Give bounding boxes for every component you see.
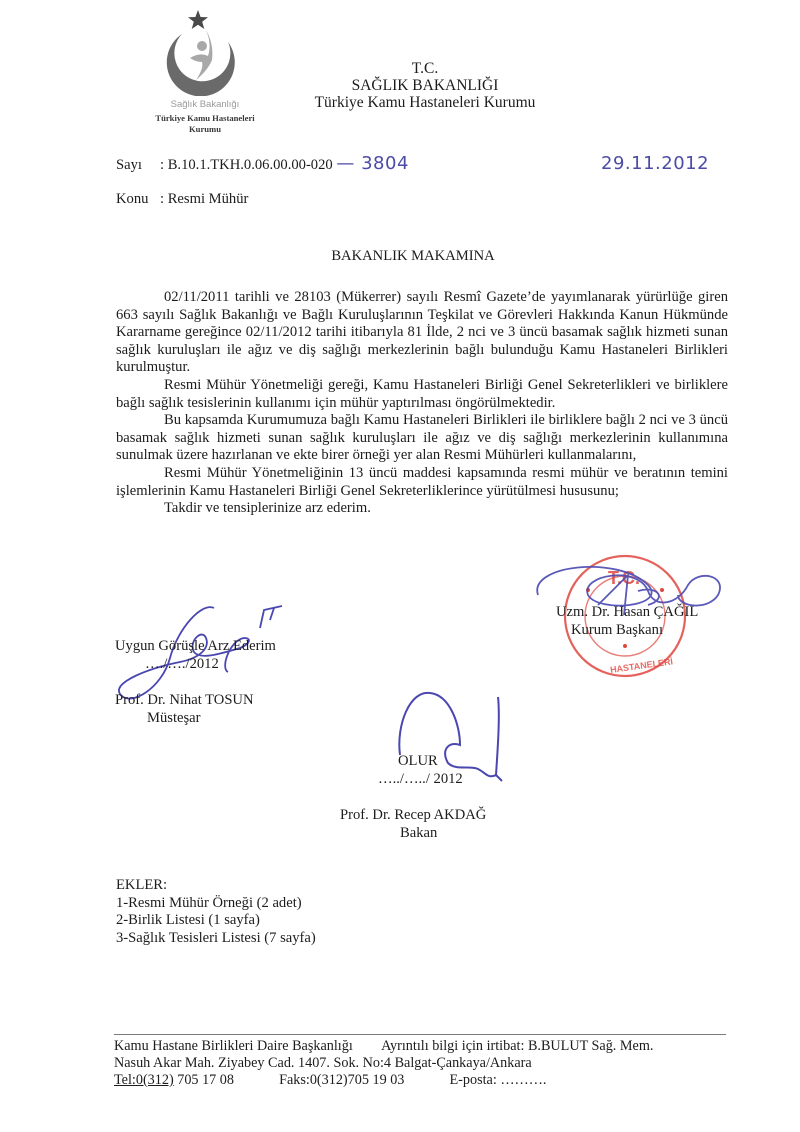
logo-ministry-label: Sağlık Bakanlığı (170, 99, 240, 110)
president-title: Kurum Başkanı (571, 622, 664, 638)
minister-name: Prof. Dr. Recep AKDAĞ (340, 807, 487, 823)
number-label: Sayı (116, 157, 142, 173)
footer-line-1 (114, 1038, 734, 1055)
minister-title: Bakan (400, 825, 438, 841)
footer-department: Kamu Hastane Birlikleri Daire Başkanlığı (114, 1038, 353, 1054)
footer-email: E-posta: ………. (449, 1072, 547, 1088)
footer-line-3 (114, 1072, 734, 1089)
svg-text:T.C.: T.C. (608, 568, 641, 588)
attachment-item: 2-Birlik Listesi (1 sayfa) (116, 912, 260, 929)
body-paragraph: Takdir ve tensiplerinize arz ederim. (164, 500, 371, 517)
logo-institution-label: Türkiye Kamu Hastaneleri Kurumu (155, 113, 255, 134)
attachments-heading: EKLER: (116, 877, 168, 893)
footer-divider (114, 1034, 726, 1035)
footer (114, 1038, 734, 1089)
undersecretary-title: Müsteşar (147, 710, 201, 726)
footer-contact: Ayrıntılı bilgi için irtibat: B.BULUT Sağ. Mem. (381, 1038, 654, 1054)
undersecretary-name: Prof. Dr. Nihat TOSUN (115, 692, 254, 708)
letterhead (300, 60, 550, 111)
body-paragraph: 02/11/2011 tarihli ve 28103 (Mükerrer) sayılı Resmî Gazete’de yayımlanarak yürürlüğe giren 663 sayılı Sağlık Bakanlığı ve Bağlı Kuruluşlarının Teşkilat ve Görevleri Hakkında Kanun Hükmünde Kararname gereğince 02/11/2012 tarihi itibarıyla 81 İlde, 2 nci ve 3 üncü basamak sağlık hizmeti sunan sağlık kuruluşları ile ağız ve diş sağlığı merkezlerinin bağlı bulunduğu Kamu Hastaneleri Birlikleri kurulmuştur. (116, 289, 728, 376)
body-paragraph: Bu kapsamda Kurumumuza bağlı Kamu Hastaneleri Birlikleri ile birliklere bağlı 2 nci ve 3 üncü basamak sağlık hizmeti sunan sağlık kuruluşları ile ağız ve diş sağlığı merkezlerinin kullanımına sunulmak üzere hazırlanan ve ekte birer örneği yer alan Resmi Mühürleri kullanmalarını, (116, 412, 728, 464)
footer-tel-link[interactable]: Tel:0(312) (114, 1072, 174, 1088)
document-number-line (116, 155, 409, 174)
crescent-star-icon (162, 8, 248, 96)
minister-approval: OLUR (398, 753, 438, 769)
attachment-item: 3-Sağlık Tesisleri Listesi (7 sayfa) (116, 929, 316, 946)
svg-text:HASTANELERİ: HASTANELERİ (609, 656, 674, 676)
handwritten-date: 29.11.2012 (601, 153, 710, 174)
body-paragraph: Resmi Mühür Yönetmeliğinin 13 üncü maddesi kapsamında resmi mühür ve beratının temini işlemlerinin Kamu Hastaneleri Birliği Genel Sekreterliklerince yürütülmesi hususunu; (116, 464, 728, 499)
number-value: : B.10.1.TKH.0.06.00.00-020 (160, 157, 333, 173)
letter-body (116, 289, 728, 518)
subject-label: Konu (116, 191, 149, 207)
body-paragraph: Resmi Mühür Yönetmeliği gereği, Kamu Hastaneleri Birliği Genel Sekreterlikleri ve birliklere bağlı sağlık tesislerinin kullanımı için mühür yaptırılması öngörülmektedir. (116, 376, 728, 411)
subject-line (116, 191, 248, 208)
footer-fax: Faks:0(312)705 19 03 (279, 1072, 405, 1088)
attachment-item: 1-Resmi Mühür Örneği (2 adet) (116, 894, 302, 911)
subject-value: : Resmi Mühür (160, 191, 249, 207)
header-ministry: SAĞLIK BAKANLIĞI (351, 77, 499, 94)
footer-tel-number: 705 17 08 (177, 1072, 234, 1088)
undersecretary-approval: Uygun Görüşle Arz Ederim (115, 638, 276, 654)
undersecretary-date: …./…./2012 (145, 656, 219, 672)
minister-signature-icon (390, 685, 530, 785)
addressee: BAKANLIK MAKAMINA (331, 248, 495, 264)
minister-date: …../…../ 2012 (378, 771, 463, 787)
president-name: Uzm. Dr. Hasan ÇAĞIL (556, 604, 699, 620)
handwritten-number: — 3804 (336, 153, 409, 174)
ministry-logo (150, 8, 260, 136)
footer-address: Nasuh Akar Mah. Ziyabey Cad. 1407. Sok. No:4 Balgat-Çankaya/Ankara (114, 1055, 532, 1071)
header-tc: T.C. (411, 60, 439, 77)
attachments-list (116, 877, 316, 947)
header-institution: Türkiye Kamu Hastaneleri Kurumu (314, 94, 536, 111)
